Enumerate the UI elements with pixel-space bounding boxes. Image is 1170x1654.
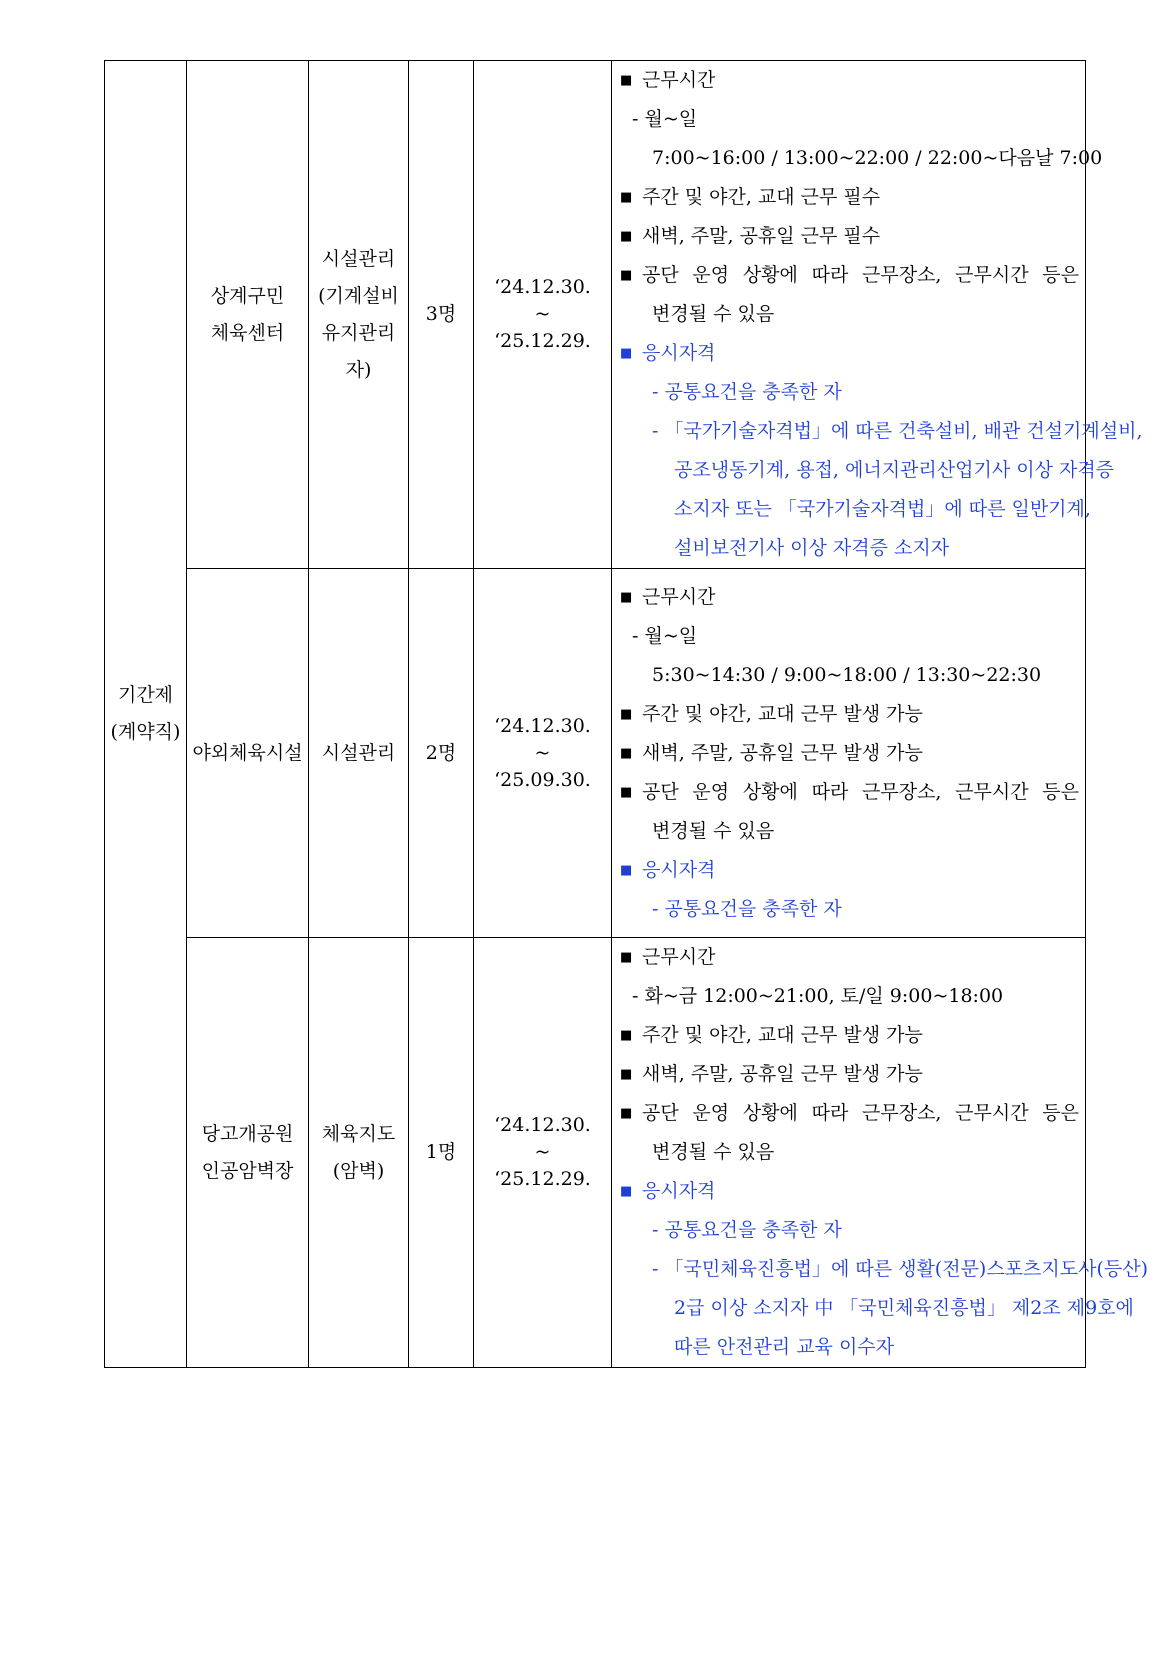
job-line: 시설관리 — [321, 741, 396, 764]
period-separator: ~ — [534, 741, 551, 764]
count-value: 3명 — [425, 303, 457, 325]
period-cell — [474, 61, 612, 569]
job-cell — [309, 569, 409, 938]
period-start: ‘24.12.30. — [494, 1114, 591, 1136]
period-separator: ~ — [534, 303, 551, 325]
count-cell — [409, 938, 474, 1368]
detail-bullet: ■ 새벽, 주말, 공휴일 근무 발생 가능 — [612, 734, 1085, 773]
detail-bullet: ■ 공단 운영 상황에 따라 근무장소, 근무시간 등은 — [612, 1094, 1085, 1133]
job-line: (기계설비 — [318, 284, 399, 307]
detail-line: 변경될 수 있음 — [652, 819, 775, 842]
job-line: 체육지도 — [321, 1122, 396, 1145]
period-cell — [474, 938, 612, 1368]
place-cell — [187, 938, 309, 1368]
count-value: 1명 — [425, 1141, 457, 1163]
detail-heading: ■ 근무시간 — [612, 938, 1085, 977]
detail-line: 변경될 수 있음 — [652, 1141, 775, 1163]
details-cell — [612, 938, 1148, 1368]
employment-type-line: (계약직) — [110, 721, 181, 743]
period-start: ‘24.12.30. — [494, 276, 591, 298]
qualification-heading: ■ 응시자격 — [612, 1172, 1085, 1211]
qualification-line: - 공통요건을 충족한 자 — [612, 1211, 1085, 1250]
qualification-line: - 공통요건을 충족한 자 — [612, 373, 1085, 412]
detail-line: 변경될 수 있음 — [652, 303, 775, 325]
qualification-line: 소지자 또는 「국가기술자격법」에 따른 일반기계, — [674, 498, 1091, 520]
recruitment-table — [104, 60, 1148, 1368]
period-cell — [474, 569, 612, 938]
qualification-line: - 「국민체육진흥법」에 따른 생활(전문)스포츠지도사(등산) — [612, 1250, 1085, 1289]
qualification-line: 2급 이상 소지자 中 「국민체육진흥법」 제2조 제9호에 — [674, 1297, 1134, 1319]
place-cell — [187, 569, 309, 938]
qualification-line: 설비보전기사 이상 자격증 소지자 — [674, 537, 950, 559]
detail-bullet: ■ 새벽, 주말, 공휴일 근무 발생 가능 — [612, 1055, 1085, 1094]
qualification-line: - 공통요건을 충족한 자 — [612, 890, 1085, 929]
qualification-line: 공조냉동기계, 용접, 에너지관리산업기사 이상 자격증 — [674, 459, 1115, 481]
count-value: 2명 — [425, 741, 457, 764]
job-cell — [309, 938, 409, 1368]
job-line: 유지관리자) — [321, 321, 396, 381]
period-start: ‘24.12.30. — [494, 714, 591, 737]
detail-line: 7:00~16:00 / 13:00~22:00 / 22:00~다음날 7:00 — [652, 147, 1103, 169]
qualification-heading: ■ 응시자격 — [612, 334, 1085, 373]
employment-type-cell — [105, 61, 187, 1368]
qualification-line: - 「국가기술자격법」에 따른 건축설비, 배관 건설기계설비, — [612, 412, 1085, 451]
detail-bullet: ■ 새벽, 주말, 공휴일 근무 필수 — [612, 217, 1085, 256]
table-row — [105, 569, 1086, 938]
place-line: 체육센터 — [210, 321, 285, 344]
job-cell — [309, 61, 409, 569]
employment-type-line: 기간제 — [117, 684, 174, 706]
place-line: 당고개공원 — [201, 1122, 294, 1145]
table-row — [105, 61, 1086, 569]
detail-heading: ■ 근무시간 — [612, 61, 1085, 100]
detail-line: - 화~금 12:00~21:00, 토/일 9:00~18:00 — [612, 977, 1085, 1016]
detail-line: 5:30~14:30 / 9:00~18:00 / 13:30~22:30 — [652, 663, 1042, 686]
period-end: ‘25.12.29. — [494, 1168, 591, 1190]
table-row — [105, 938, 1086, 1368]
detail-bullet: ■ 주간 및 야간, 교대 근무 발생 가능 — [612, 695, 1085, 734]
job-line: (암벽) — [332, 1159, 385, 1182]
place-line: 상계구민 — [210, 284, 285, 307]
place-line: 인공암벽장 — [201, 1159, 294, 1182]
details-cell — [612, 61, 1143, 569]
job-line: 시설관리 — [321, 247, 396, 270]
detail-heading: ■ 근무시간 — [612, 578, 1085, 617]
count-cell — [409, 61, 474, 569]
period-end: ‘25.09.30. — [494, 768, 591, 791]
detail-bullet: ■ 주간 및 야간, 교대 근무 필수 — [612, 178, 1085, 217]
detail-bullet: ■ 주간 및 야간, 교대 근무 발생 가능 — [612, 1016, 1085, 1055]
details-cell — [612, 569, 1086, 938]
detail-bullet: ■ 공단 운영 상황에 따라 근무장소, 근무시간 등은 — [612, 773, 1085, 812]
period-separator: ~ — [534, 1141, 551, 1163]
period-end: ‘25.12.29. — [494, 330, 591, 352]
detail-bullet: ■ 공단 운영 상황에 따라 근무장소, 근무시간 등은 — [612, 256, 1085, 295]
detail-line: - 월~일 — [612, 100, 1085, 139]
qualification-heading: ■ 응시자격 — [612, 851, 1085, 890]
detail-line: - 월~일 — [612, 617, 1085, 656]
qualification-line: 따른 안전관리 교육 이수자 — [674, 1336, 895, 1358]
count-cell — [409, 569, 474, 938]
place-line: 야외체육시설 — [192, 741, 303, 764]
place-cell — [187, 61, 309, 569]
